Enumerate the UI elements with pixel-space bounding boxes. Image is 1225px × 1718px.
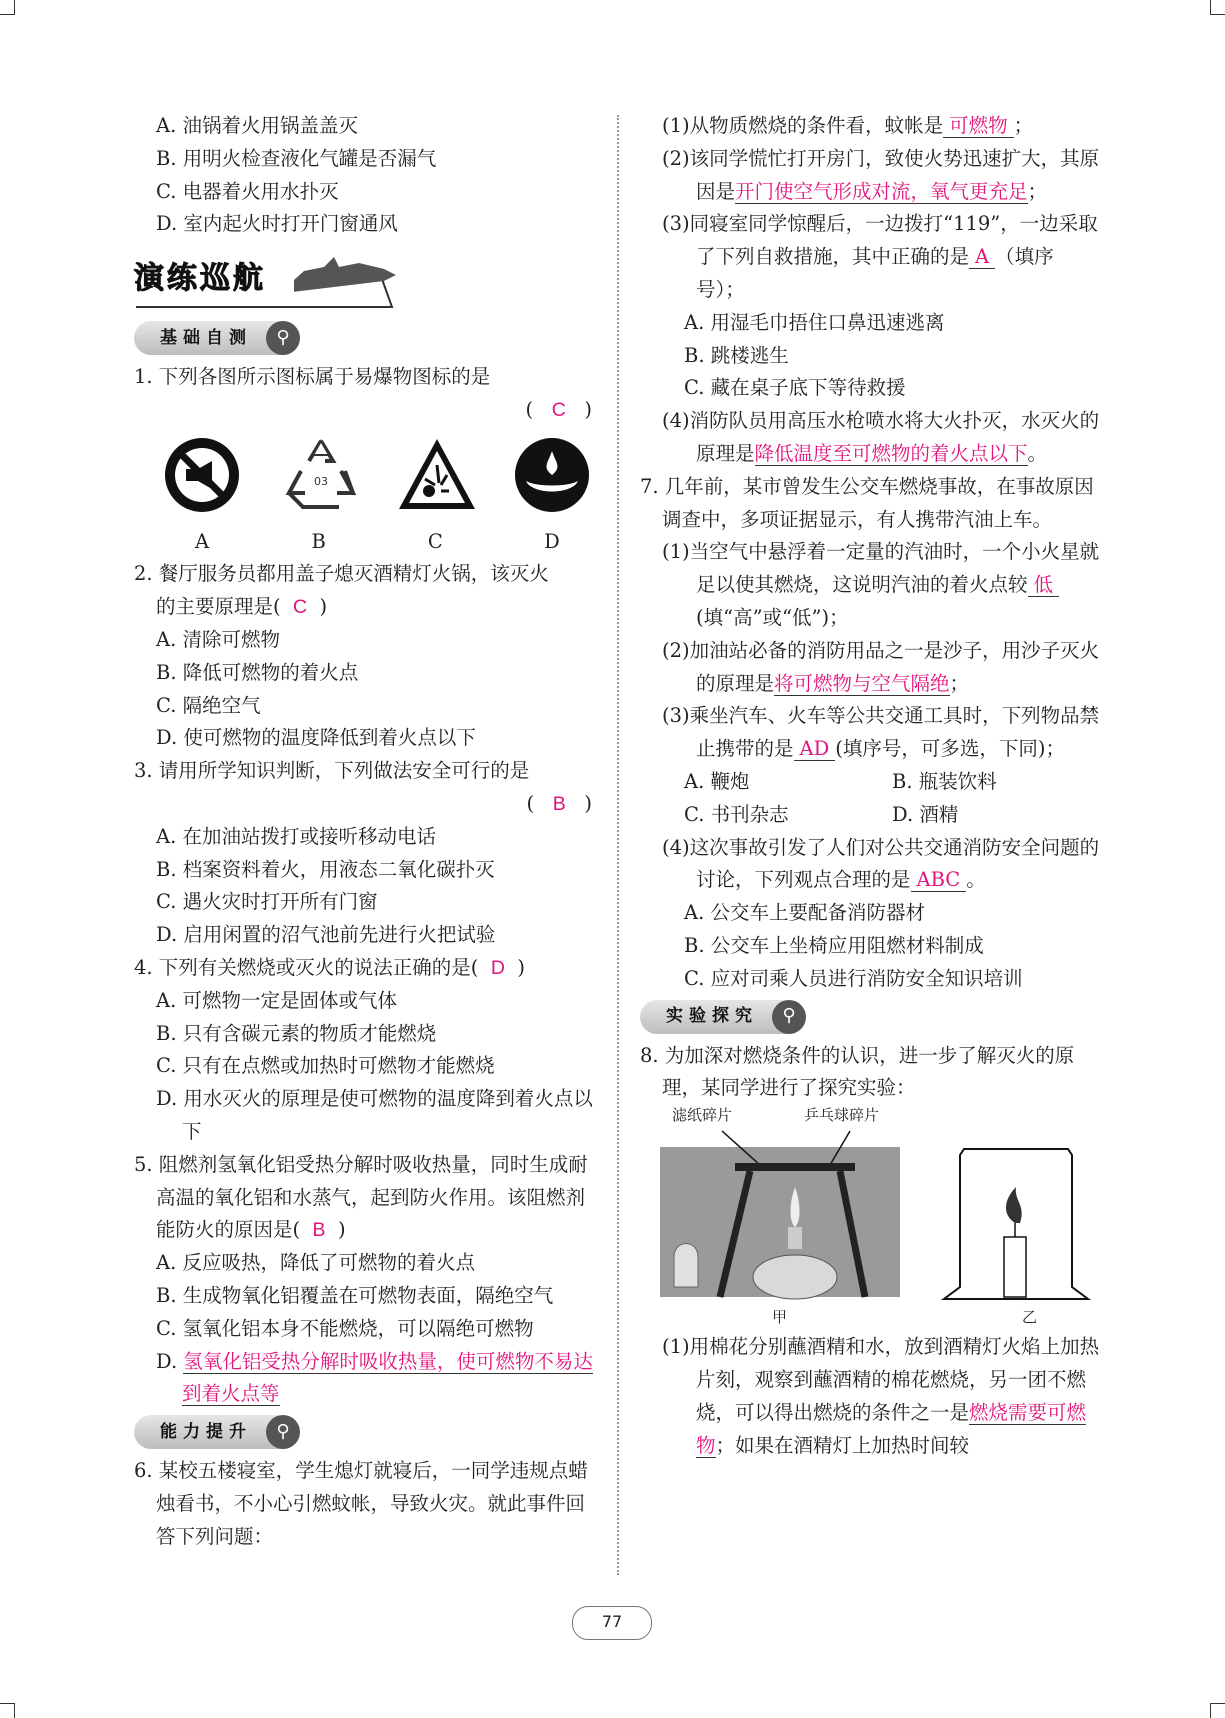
crop-mark-tr <box>1210 0 1225 15</box>
q7-3-option-d: D. 酒精 <box>892 802 959 826</box>
q8-stem: 8. 为加深对燃烧条件的认识，进一步了解灭火的原理，某同学进行了探究实验： <box>640 1043 1075 1100</box>
prev-option-d: D. 室内起火时打开门窗通风 <box>156 212 398 236</box>
q8-1-post: ；如果在酒精灯上加热时间较 <box>715 1433 970 1457</box>
q7-2-post: ； <box>949 671 970 695</box>
q7-3-post: (填序号，可多选，下同)； <box>835 737 1065 761</box>
q6-3 <box>640 208 1100 306</box>
q7-3-pre: (3)乘坐汽车、火车等公共交通工具时，下列物品禁止携带的是 <box>662 704 1100 761</box>
q6-4-answer: 降低温度至可燃物的着火点以下 <box>754 441 1028 465</box>
q3-answer-line <box>134 788 596 821</box>
recycle-number: 03 <box>313 474 328 488</box>
q6-3-pre: (3)同寝室同学惊醒后，一边拨打“119”，一边采取了下列自救措施，其中正确的是 <box>662 212 1098 269</box>
q3-paren-close: ) <box>584 791 592 815</box>
q7-3-options-row2 <box>640 799 1100 832</box>
q7-1-pre: (1)当空气中悬浮着一定量的汽油时，一个小火星就足以使其燃烧，这说明汽油的着火点较 <box>662 540 1100 597</box>
q5-option-c: C. 氢氧化铝本身不能燃烧，可以隔绝可燃物 <box>156 1316 534 1340</box>
q7-4-answer: ABC <box>911 868 967 892</box>
label-pingpong: 乒乓球碎片 <box>804 1106 880 1125</box>
q6-2-pre: (2)该同学慌忙打开房门，致使火势迅速扩大，其原因是 <box>662 146 1100 203</box>
q7-2 <box>640 635 1100 701</box>
q7-3 <box>640 700 1100 766</box>
q8-1-pre: (1)用棉花分别蘸酒精和水，放到酒精灯火焰上加热片刻，观察到蘸酒精的棉花燃烧，另一团不燃烧，可以得出燃烧的条件之一是 <box>662 1335 1100 1424</box>
q2-stem-c: ) <box>319 595 328 619</box>
q6-1-answer: 可燃物 <box>943 114 1014 138</box>
q3-option-a: A. 在加油站拨打或接听移动电话 <box>156 824 436 848</box>
q2-stem-b: 的主要原理是( <box>156 595 281 619</box>
candle-beaker-drawing <box>944 1149 1088 1299</box>
q6-stem: 6. 某校五楼寝室，学生熄灯就寝后，一同学违规点蜡烛看书，不小心引燃蚊帐，导致火灾。就此事件回答下列问题： <box>134 1459 588 1548</box>
q7-2-answer: 将可燃物与空气隔绝 <box>774 671 950 695</box>
label-filter-paper: 滤纸碎片 <box>672 1106 733 1125</box>
icon-letter-c: C <box>427 529 443 553</box>
left-column <box>134 110 596 1553</box>
page-number-badge <box>572 1606 652 1640</box>
q1-icons <box>162 435 592 526</box>
q1-answer: C <box>551 398 566 421</box>
recycle-icon <box>279 435 359 526</box>
crop-mark-tl <box>0 0 15 15</box>
q7-1-answer: 低 <box>1028 573 1060 597</box>
q4-option-a: A. 可燃物一定是固体或气体 <box>156 988 397 1012</box>
q8-1-answer: 燃烧需要可燃物 <box>696 1400 1087 1457</box>
q7-4 <box>640 832 1100 898</box>
q7-stem: 7. 几年前，某市曾发生公交车燃烧事故，在事故原因调查中，多项证据显示，有人携带汽油上车。 <box>640 474 1094 531</box>
q7-4-option-a: A. 公交车上要配备消防器材 <box>684 901 925 925</box>
section-badge-experiment <box>640 1000 802 1034</box>
q5-option-a: A. 反应吸热，降低了可燃物的着火点 <box>156 1251 475 1275</box>
q4-option-b: B. 只有含碳元素的物质才能燃烧 <box>156 1021 437 1045</box>
section-badge-basic-label: 基础自测 <box>160 327 252 348</box>
q6-1-pre: (1)从物质燃烧的条件看，蚊帐是 <box>662 114 944 137</box>
q4-option-c: C. 只有在点燃或加热时可燃物才能燃烧 <box>156 1054 495 1078</box>
q3-option-d: D. 启用闲置的沼气池前先进行火把试验 <box>156 923 496 947</box>
q7-1-post: (填“高”或“低”)； <box>696 605 849 629</box>
q3-option-b: B. 档案资料着火，用液态二氧化碳扑灭 <box>156 857 495 881</box>
prev-option-a: A. 油锅着火用锅盖盖灭 <box>156 114 358 137</box>
crop-mark-bl <box>0 1703 15 1718</box>
q4-option-d: D. 用水灭火的原理是使可燃物的温度降到着火点以下 <box>156 1087 593 1143</box>
q1-paren-open: ( <box>525 397 534 421</box>
q7-4-option-b: B. 公交车上坐椅应用阻燃材料制成 <box>684 933 984 957</box>
right-column <box>640 110 1100 1462</box>
q7-3-answer: AD <box>794 737 836 761</box>
q6-2-answer: 开门使空气形成对流，氧气更充足 <box>735 179 1028 203</box>
q5-answer: B <box>312 1219 326 1242</box>
q8-1 <box>640 1331 1100 1462</box>
experiment-illustrations <box>640 1127 1100 1327</box>
q5-option-b: B. 生成物氧化铝覆盖在可燃物表面，隔绝空气 <box>156 1283 554 1307</box>
flammable-liquid-icon <box>512 435 592 526</box>
q6-2-post: ； <box>1027 179 1048 203</box>
q3-paren-open: ( <box>526 791 535 815</box>
icon-letter-b: B <box>311 529 326 553</box>
section-banner <box>134 249 596 311</box>
icon-letter-a: A <box>194 529 210 553</box>
q4-answer: D <box>490 956 505 979</box>
q7-3-option-a: A. 鞭炮 <box>684 769 750 793</box>
q6-2 <box>640 143 1100 209</box>
q7-2-pre: (2)加油站必备的消防用品之一是沙子，用沙子灭火的原理是 <box>662 638 1100 695</box>
section-badge-experiment-label: 实验探究 <box>666 1006 758 1027</box>
q2-option-a: A. 清除可燃物 <box>156 627 280 651</box>
banner-title: 演练巡航 <box>134 261 266 297</box>
q7-3-option-c: C. 书刊杂志 <box>684 802 789 826</box>
q1-paren-close: ) <box>584 397 592 421</box>
q6-4 <box>640 405 1100 471</box>
alcohol-lamp-photo <box>660 1131 900 1299</box>
icon-letter-d: D <box>544 529 560 553</box>
q1-icon-letters <box>162 526 592 559</box>
q6-4-pre: (4)消防队员用高压水枪喷水将大火扑灭，水灭火的原理是 <box>662 409 1100 465</box>
q6-1-post: ； <box>1013 114 1034 137</box>
page-number: 77 <box>601 1612 623 1631</box>
q2-option-d: D. 使可燃物的温度降低到着火点以下 <box>156 726 476 750</box>
q5-option-d <box>134 1346 596 1412</box>
q7-3-option-b: B. 瓶装饮料 <box>892 769 997 793</box>
q1-stem: 1. 下列各图所示图标属于易爆物图标的是 <box>134 365 491 389</box>
q4-stem-b: ) <box>517 955 525 979</box>
q6-3-post: （填序号）； <box>696 245 1054 301</box>
q7-4-option-c: C. 应对司乘人员进行消防安全知识培训 <box>684 966 1023 990</box>
q3-stem: 3. 请用所学知识判断，下列做法安全可行的是 <box>134 759 530 783</box>
q5-stem-b: ) <box>337 1218 346 1242</box>
prev-option-b: B. 用明火检查液化气罐是否漏气 <box>156 146 437 170</box>
magnifier-icon: ⚲ <box>772 1000 806 1034</box>
q5-option-d-answer: 氢氧化铝受热分解时吸收热量，使可燃物不易达到着火点等 <box>182 1349 593 1406</box>
q7-4-pre: (4)这次事故引发了人们对公共交通消防安全问题的讨论，下列观点合理的是 <box>662 835 1100 892</box>
q2-stem-line2 <box>134 591 596 624</box>
q6-3-option-a: A. 用湿毛巾捂住口鼻迅速逃离 <box>684 310 945 334</box>
column-divider <box>617 115 619 1575</box>
q5-option-d-prefix: D. <box>156 1349 178 1373</box>
fig-label-yi: 乙 <box>1022 1308 1038 1327</box>
section-badge-basic <box>134 321 296 355</box>
q2-option-b: B. 降低可燃物的着火点 <box>156 660 359 684</box>
q2-answer: C <box>293 596 308 619</box>
q3-answer: B <box>552 792 566 815</box>
magnifier-icon: ⚲ <box>266 1415 300 1449</box>
q5-stem-line <box>134 1149 596 1247</box>
q2-option-c: C. 隔绝空气 <box>156 693 261 717</box>
q8-figures <box>640 1105 1100 1331</box>
crop-mark-br <box>1210 1703 1225 1718</box>
explosive-icon <box>395 435 475 526</box>
q2-stem-a: 2. 餐厅服务员都用盖子熄灭酒精灯火锅，该灭火 <box>134 562 549 586</box>
q4-stem <box>134 952 596 985</box>
q3-option-c: C. 遇火灾时打开所有门窗 <box>156 890 378 914</box>
q7-1 <box>640 536 1100 634</box>
q5-stem: 5. 阻燃剂氢氧化铝受热分解时吸收热量，同时生成耐高温的氧化铝和水蒸气，起到防火作用。该阻燃剂能防火的原因是( <box>134 1152 588 1242</box>
q7-3-options-row1 <box>640 766 1100 799</box>
q6-3-answer: A <box>969 245 995 269</box>
q1-answer-line <box>134 394 596 427</box>
q6-3-option-b: B. 跳楼逃生 <box>684 343 789 367</box>
section-badge-ability <box>134 1415 296 1449</box>
magnifier-icon: ⚲ <box>266 321 300 355</box>
q6-4-post: 。 <box>1027 441 1048 465</box>
prev-option-c: C. 电器着火用水扑灭 <box>156 179 339 203</box>
q7-4-post: 。 <box>966 868 986 892</box>
q4-stem-a: 4. 下列有关燃烧或灭火的说法正确的是( <box>134 955 479 979</box>
fig-label-jia: 甲 <box>772 1308 788 1327</box>
no-horn-icon <box>162 435 242 526</box>
q6-1 <box>640 110 1100 143</box>
q6-3-option-c: C. 藏在桌子底下等待救援 <box>684 376 906 400</box>
section-badge-ability-label: 能力提升 <box>160 1421 252 1442</box>
